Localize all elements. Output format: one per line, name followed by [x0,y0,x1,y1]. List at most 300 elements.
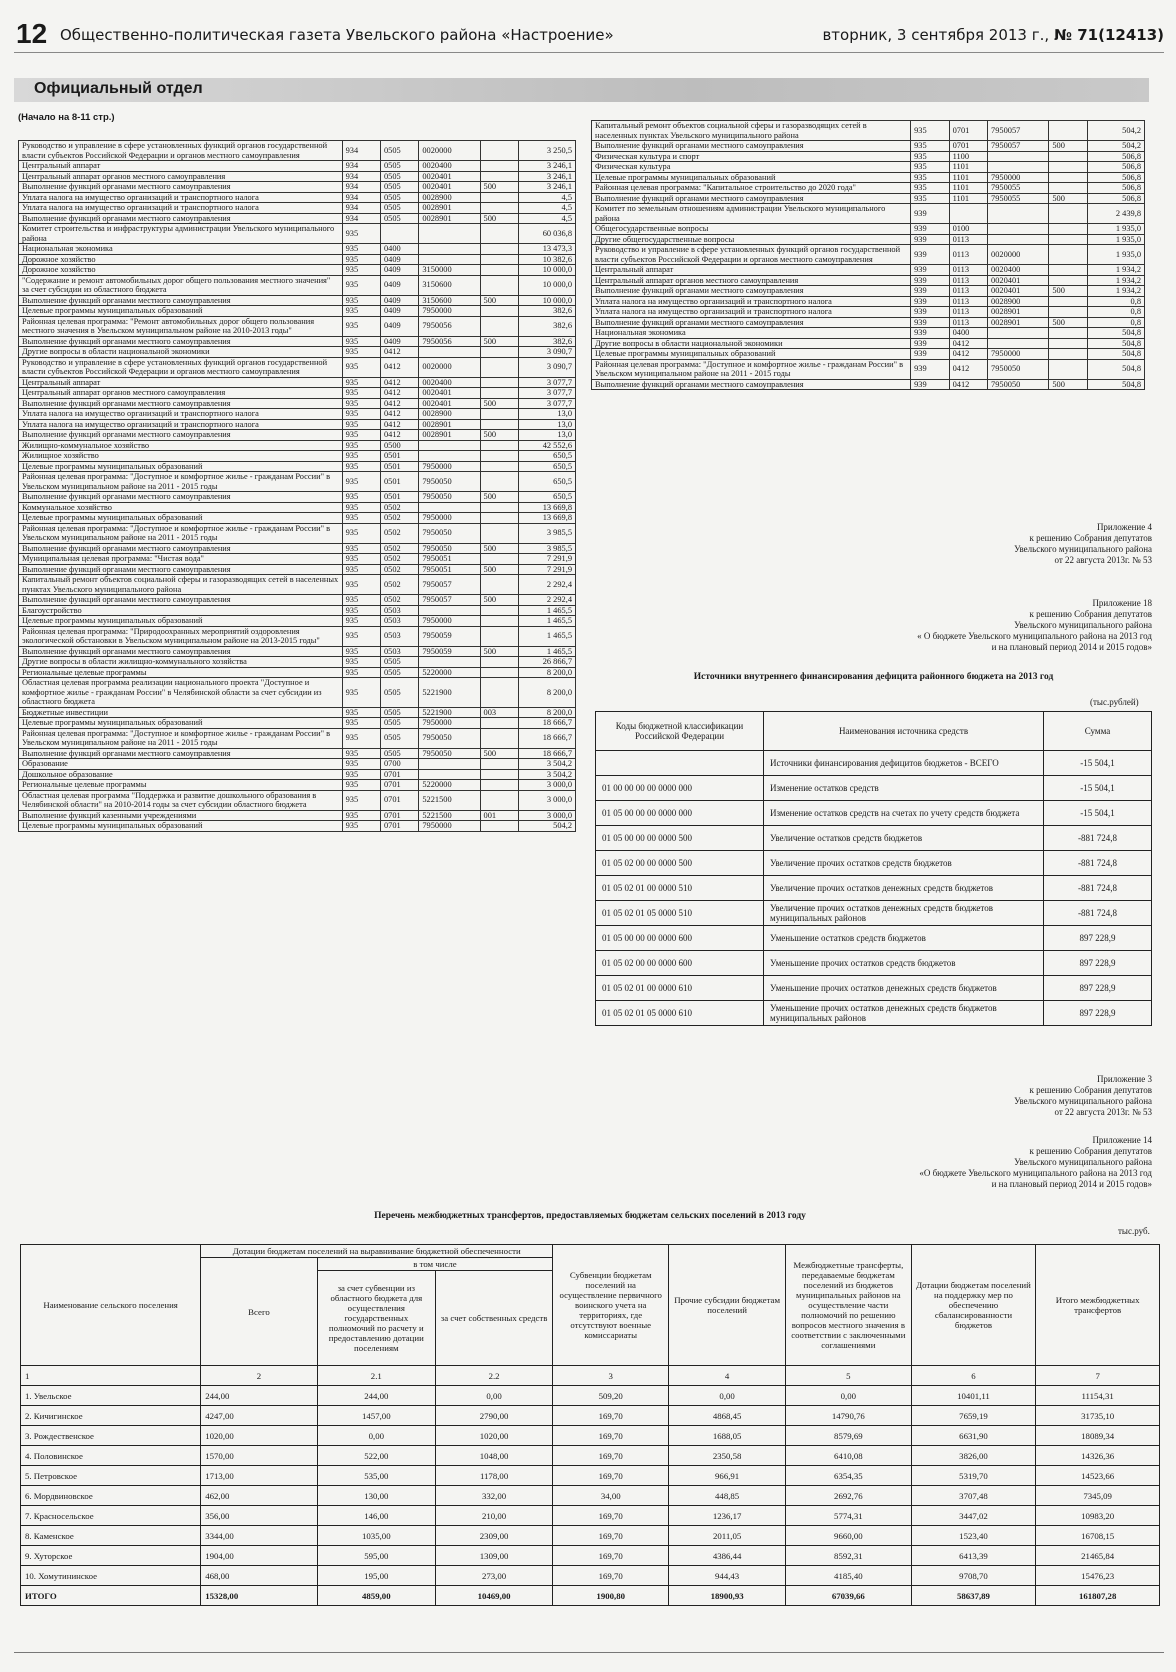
budget-row [19,718,576,729]
budget-row [592,338,1145,349]
budget-row [19,502,576,513]
row-target-article: 0020401 [419,388,480,399]
row-name: Выполнение функций органами местного самоуправления [19,646,343,657]
row-amount: 2 439,8 [1087,204,1144,224]
row-target-article [988,224,1049,235]
col-2-total: Всего [201,1258,317,1366]
source-sum: -881 724,8 [1044,826,1152,851]
transfer-value: 9708,70 [911,1566,1036,1586]
row-target-article: 7950000 [419,616,480,627]
budget-row [19,492,576,503]
transfer-value: 332,00 [435,1486,552,1506]
row-expense-type [480,265,518,276]
transfer-value: 468,00 [201,1566,317,1586]
source-code: 01 05 02 01 05 0000 610 [596,1001,764,1026]
row-target-article [988,338,1049,349]
settlement-name: 2. Кичигинское [21,1406,201,1426]
row-amount: 3 504,2 [518,759,575,770]
budget-row [19,347,576,358]
transfer-value: 0,00 [317,1426,435,1446]
row-section: 0409 [380,265,418,276]
row-target-article: 5221500 [419,790,480,810]
row-target-article: 0020000 [988,245,1049,265]
source-name: Изменение остатков средств [764,776,1044,801]
budget-row [592,275,1145,286]
transfer-value: 7345,09 [1036,1486,1160,1506]
transfer-value: 1020,00 [435,1426,552,1446]
budget-row [19,244,576,255]
row-amount: 4,5 [518,203,575,214]
row-target-article: 7950057 [419,595,480,606]
row-section: 1101 [949,162,987,173]
budget-row [592,121,1145,141]
row-target-article [419,451,480,462]
source-sum: 897 228,9 [1044,976,1152,1001]
row-expense-type: 500 [480,295,518,306]
row-ministry: 935 [342,780,380,791]
row-target-article: 7950000 [419,821,480,832]
row-amount: 3 985,5 [518,543,575,554]
row-target-article: 7950000 [988,172,1049,183]
row-ministry: 939 [911,296,949,307]
row-section: 0505 [380,161,418,172]
budget-row [19,265,576,276]
source-sum: 897 228,9 [1044,951,1152,976]
row-section: 0503 [380,605,418,616]
publication-title: Общественно-политическая газета Увельского района «Настроение» [60,26,614,44]
page-header [14,18,1164,53]
row-name: Дорожное хозяйство [19,254,343,265]
row-ministry: 934 [342,182,380,193]
row-section: 0502 [380,595,418,606]
row-target-article: 5221900 [419,678,480,708]
row-expense-type [480,244,518,255]
budget-row [19,728,576,748]
budget-row [19,316,576,336]
row-target-article: 7950050 [419,543,480,554]
transfer-value: 10983,20 [1036,1506,1160,1526]
budget-row [592,162,1145,173]
row-section: 0505 [380,182,418,193]
row-amount: 1 465,5 [518,605,575,616]
appendix-3-note: Приложение 3 к решению Собрания депутатов Увельского муниципального района от 22 августа 2013г. № 53 [1014,1074,1152,1117]
budget-row [19,451,576,462]
row-name: Районная целевая программа: "Доступное и комфортное жилье - гражданам России" в Увельском муниципальном районе на 2011 - 2015 годы [19,472,343,492]
row-name: Национальная экономика [592,328,911,339]
row-expense-type: 500 [1049,286,1087,297]
row-name: Центральный аппарат органов местного самоуправления [592,275,911,286]
row-target-article: 0020401 [988,275,1049,286]
row-expense-type [480,657,518,668]
row-ministry: 935 [342,502,380,513]
row-ministry: 934 [342,192,380,203]
row-amount: 10 000,0 [518,295,575,306]
transfer-value: 146,00 [317,1506,435,1526]
row-target-article: 0028901 [419,430,480,441]
row-expense-type [1049,183,1087,194]
row-name: Общегосударственные вопросы [592,224,911,235]
row-amount: 8 200,0 [518,678,575,708]
row-name: Выполнение функций органами местного самоуправления [19,595,343,606]
budget-row [19,554,576,565]
row-name: Центральный аппарат [19,377,343,388]
row-name: Физическая культура и спорт [592,151,911,162]
row-section: 0412 [380,357,418,377]
row-section: 0505 [380,192,418,203]
transfer-value: 130,00 [317,1486,435,1506]
settlement-name: 10. Хомутининское [21,1566,201,1586]
row-expense-type: 500 [480,430,518,441]
budget-row [19,707,576,718]
transfer-value: 966,91 [669,1466,786,1486]
budget-row [19,336,576,347]
row-name: Комитет по земельным отношениям администрации Увельского муниципального района [592,204,911,224]
budget-row [19,646,576,657]
transfer-value: 210,00 [435,1506,552,1526]
column-numbers-row [21,1366,1160,1386]
row-ministry: 939 [911,224,949,235]
row-name: Выполнение функций органами местного самоуправления [19,182,343,193]
row-section: 0113 [949,245,987,265]
row-target-article: 0028901 [419,213,480,224]
row-name: Другие вопросы в области национальной экономики [592,338,911,349]
row-expense-type [1049,121,1087,141]
row-amount: 3 504,2 [518,769,575,780]
row-section: 0501 [380,492,418,503]
transfer-value: 1309,00 [435,1546,552,1566]
total-label: ИТОГО [21,1586,201,1606]
col-3: Субвенции бюджетам поселений на осуществление первичного воинского учета на территориях, где отсутствуют военные комиссариаты [553,1245,669,1366]
row-section: 0501 [380,472,418,492]
row-name: Жилищно-коммунальное хозяйство [19,440,343,451]
row-section: 0113 [949,265,987,276]
row-name: Районная целевая программа: "Доступное и комфортное жилье - гражданам России" в Увельском муниципальном районе на 2011 - 2015 годы [19,728,343,748]
row-section: 0502 [380,564,418,575]
col-group-equalization: Дотации бюджетам поселений на выравнивание бюджетной обеспеченности [201,1245,553,1258]
transfer-value: 7659,19 [911,1406,1036,1426]
row-name: Выполнение функций органами местного самоуправления [19,492,343,503]
transfer-value: 1048,00 [435,1446,552,1466]
budget-row [19,254,576,265]
row-name: Другие вопросы в области национальной экономики [19,347,343,358]
row-section: 0409 [380,295,418,306]
row-expense-type [480,554,518,565]
source-row [596,976,1152,1001]
budget-row [592,328,1145,339]
row-ministry: 935 [342,472,380,492]
row-expense-type [480,523,518,543]
row-expense-type [480,461,518,472]
budget-row [19,667,576,678]
row-expense-type [1049,151,1087,162]
row-section: 0701 [949,141,987,152]
col-4: Прочие субсидии бюджетам поселений [669,1245,786,1366]
row-name: Физическая культура [592,162,911,173]
transfer-value: 8592,31 [786,1546,912,1566]
row-target-article [988,162,1049,173]
row-ministry: 939 [911,349,949,360]
row-amount: 8 200,0 [518,667,575,678]
budget-row [19,461,576,472]
row-amount: 7 291,9 [518,554,575,565]
row-expense-type [480,575,518,595]
row-expense-type [1049,265,1087,276]
row-target-article: 0020400 [419,377,480,388]
source-sum: -881 724,8 [1044,901,1152,926]
col-including: в том числе [317,1258,553,1271]
row-section: 0503 [380,646,418,657]
row-name: Районная целевая программа: "Доступное и комфортное жилье - гражданам России" в Увельском муниципальном районе на 2011 - 2015 годы [19,523,343,543]
row-ministry: 939 [911,245,949,265]
row-name: Целевые программы муниципальных образований [19,718,343,729]
row-expense-type: 500 [480,213,518,224]
row-ministry: 939 [911,265,949,276]
source-code [596,751,764,776]
row-expense-type [480,513,518,524]
row-name: Уплата налога на имущество организаций и транспортного налога [19,203,343,214]
row-amount: 382,6 [518,336,575,347]
row-section: 0409 [380,254,418,265]
row-target-article: 0020401 [988,286,1049,297]
row-name: Выполнение функций органами местного самоуправления [592,141,911,152]
row-ministry: 935 [342,275,380,295]
row-section: 0412 [380,377,418,388]
row-amount: 18 666,7 [518,728,575,748]
row-name: Региональные целевые программы [19,667,343,678]
transfer-value: 16708,15 [1036,1526,1160,1546]
row-name: Районная целевая программа: "Природоохранных мероприятий оздоровления экологической обстановки в Увельском муниципальном районе на 2013-2015 годы" [19,626,343,646]
source-code: 01 05 02 01 05 0000 510 [596,901,764,926]
row-expense-type [480,451,518,462]
row-expense-type [1049,275,1087,286]
row-name: Выполнение функций органами местного самоуправления [592,193,911,204]
settlement-name: 5. Петровское [21,1466,201,1486]
row-name: Уплата налога на имущество организаций и транспортного налога [592,307,911,318]
source-sum: -881 724,8 [1044,851,1152,876]
row-target-article: 7950055 [988,183,1049,194]
row-amount: 7 291,9 [518,564,575,575]
sources-title: Источники внутреннего финансирования дефицита районного бюджета на 2013 год [693,672,1054,682]
budget-row [592,286,1145,297]
row-name: Выполнение функций органами местного самоуправления [19,564,343,575]
row-name: Выполнение функций органами местного самоуправления [19,398,343,409]
row-ministry: 935 [342,388,380,399]
row-expense-type [480,502,518,513]
row-name: Выполнение функций органами местного самоуправления [19,748,343,759]
source-code: 01 05 00 00 00 0000 000 [596,801,764,826]
row-expense-type: 500 [480,492,518,503]
row-target-article: 7950050 [419,748,480,759]
row-expense-type [480,306,518,317]
row-section [380,224,418,244]
row-ministry: 935 [342,595,380,606]
row-target-article: 0028901 [988,307,1049,318]
row-section: 0701 [949,121,987,141]
row-ministry: 935 [342,718,380,729]
row-target-article: 0028901 [419,203,480,214]
row-expense-type [480,472,518,492]
column-number: 5 [786,1366,912,1386]
row-expense-type: 500 [480,595,518,606]
transfers-table [20,1244,1160,1606]
transfer-value: 2011,05 [669,1526,786,1546]
row-expense-type: 500 [1049,141,1087,152]
row-name: Другие вопросы в области жилищно-коммунального хозяйства [19,657,343,668]
row-amount: 1 465,5 [518,616,575,627]
row-name: Целевые программы муниципальных образований [592,172,911,183]
row-target-article: 3150000 [419,265,480,276]
row-ministry: 935 [342,336,380,347]
row-target-article: 7950059 [419,646,480,657]
transfer-value: 14326,36 [1036,1446,1160,1466]
row-amount: 504,2 [518,821,575,832]
row-name: Капитальный ремонт объектов социальной сферы и газоразводящих сетей в населенных пунктах Увельского муниципального района [592,121,911,141]
row-ministry: 939 [911,204,949,224]
row-ministry: 935 [342,513,380,524]
source-name: Уменьшение прочих остатков денежных средств бюджетов муниципальных районов [764,1001,1044,1026]
budget-row [19,810,576,821]
row-name: Центральный аппарат [19,161,343,172]
row-amount: 504,8 [1087,338,1144,349]
row-amount: 13,0 [518,430,575,441]
row-expense-type [480,728,518,748]
row-expense-type [1049,296,1087,307]
row-target-article: 7950056 [419,316,480,336]
row-ministry: 935 [342,461,380,472]
row-section: 0409 [380,336,418,347]
row-amount: 3 000,0 [518,780,575,791]
row-target-article: 0028901 [988,317,1049,328]
transfer-value: 3826,00 [911,1446,1036,1466]
row-ministry: 935 [911,151,949,162]
row-expense-type: 500 [1049,193,1087,204]
col-source-name: Наименования источника средств [764,712,1044,751]
row-target-article: 0028900 [419,192,480,203]
row-amount: 650,5 [518,492,575,503]
row-section: 0701 [380,810,418,821]
row-section: 0502 [380,575,418,595]
row-ministry: 939 [911,286,949,297]
row-section: 0412 [949,349,987,360]
appendix-4-note: Приложение 4 к решению Собрания депутатов Увельского муниципального района от 22 августа 2013г. № 53 [1014,522,1152,565]
transfer-value: 2790,00 [435,1406,552,1426]
row-expense-type [480,224,518,244]
row-expense-type [480,790,518,810]
row-amount: 18 666,7 [518,718,575,729]
row-expense-type [1049,224,1087,235]
row-name: Руководство и управление в сфере установленных функций органов государственной власти субъектов Российской Федерации и органов местного самоуправления [19,357,343,377]
row-expense-type [480,254,518,265]
row-name: Коммунальное хозяйство [19,502,343,513]
budget-row [19,564,576,575]
row-section: 0501 [380,461,418,472]
row-expense-type [480,780,518,791]
budget-row [19,626,576,646]
row-name: Другие общегосударственные вопросы [592,234,911,245]
row-expense-type: 500 [480,336,518,347]
transfer-value: 944,43 [669,1566,786,1586]
budget-row [19,678,576,708]
row-amount: 1 465,5 [518,626,575,646]
transfer-value: 1523,40 [911,1526,1036,1546]
row-expense-type [480,440,518,451]
transfer-value: 169,70 [553,1446,669,1466]
transfer-value: 169,70 [553,1466,669,1486]
row-expense-type [480,821,518,832]
row-ministry: 935 [342,244,380,255]
budget-row [19,790,576,810]
row-amount: 506,8 [1087,193,1144,204]
source-code: 01 05 00 00 00 0000 600 [596,926,764,951]
source-row [596,776,1152,801]
budget-row [19,377,576,388]
row-ministry: 935 [342,769,380,780]
row-amount: 3 077,7 [518,398,575,409]
total-value: 161807,28 [1036,1586,1160,1606]
row-name: Благоустройство [19,605,343,616]
transfer-value: 8579,69 [786,1426,912,1446]
row-expense-type: 500 [1049,379,1087,390]
row-section: 0412 [380,430,418,441]
row-expense-type [480,275,518,295]
budget-row [19,430,576,441]
row-expense-type [1049,349,1087,360]
row-amount: 504,8 [1087,328,1144,339]
transfer-value: 3447,02 [911,1506,1036,1526]
budget-row [19,171,576,182]
row-section: 0701 [380,821,418,832]
row-ministry: 935 [911,141,949,152]
row-target-article [419,759,480,770]
row-expense-type [1049,359,1087,379]
row-name: Жилищное хозяйство [19,451,343,462]
row-name: "Содержание и ремонт автомобильных дорог общего пользования местного значения" за счет субсидии из областного бюджета [19,275,343,295]
source-name: Источники финансирования дефицитов бюджетов - ВСЕГО [764,751,1044,776]
row-expense-type: 500 [480,646,518,657]
total-value: 67039,66 [786,1586,912,1606]
source-code: 01 05 02 01 00 0000 610 [596,976,764,1001]
source-name: Увеличение прочих остатков денежных средств бюджетов [764,876,1044,901]
row-section: 0409 [380,306,418,317]
transfer-value: 0,00 [669,1386,786,1406]
budget-row [19,141,576,161]
column-number: 7 [1036,1366,1160,1386]
budget-row [592,234,1145,245]
transfer-value: 11154,31 [1036,1386,1160,1406]
settlement-name: 8. Каменское [21,1526,201,1546]
row-amount: 13 669,8 [518,513,575,524]
row-section: 0113 [949,296,987,307]
row-name: Муниципальная целевая программа: "Чистая вода" [19,554,343,565]
row-expense-type [1049,328,1087,339]
source-row [596,826,1152,851]
budget-row [19,388,576,399]
row-ministry: 935 [342,821,380,832]
row-section: 0505 [380,171,418,182]
row-target-article: 5220000 [419,667,480,678]
row-name: Районная целевая программа: "Доступное и комфортное жилье - гражданам России" в Увельском муниципальном районе на 2011 - 2015 годы [592,359,911,379]
row-amount: 506,8 [1087,162,1144,173]
transfer-value: 2309,00 [435,1526,552,1546]
row-target-article: 7950050 [419,472,480,492]
source-code: 01 05 00 00 00 0000 500 [596,826,764,851]
row-section: 0501 [380,451,418,462]
budget-row [592,151,1145,162]
transfer-value: 2692,76 [786,1486,912,1506]
row-expense-type [1049,245,1087,265]
budget-row [592,265,1145,276]
row-ministry: 935 [342,347,380,358]
